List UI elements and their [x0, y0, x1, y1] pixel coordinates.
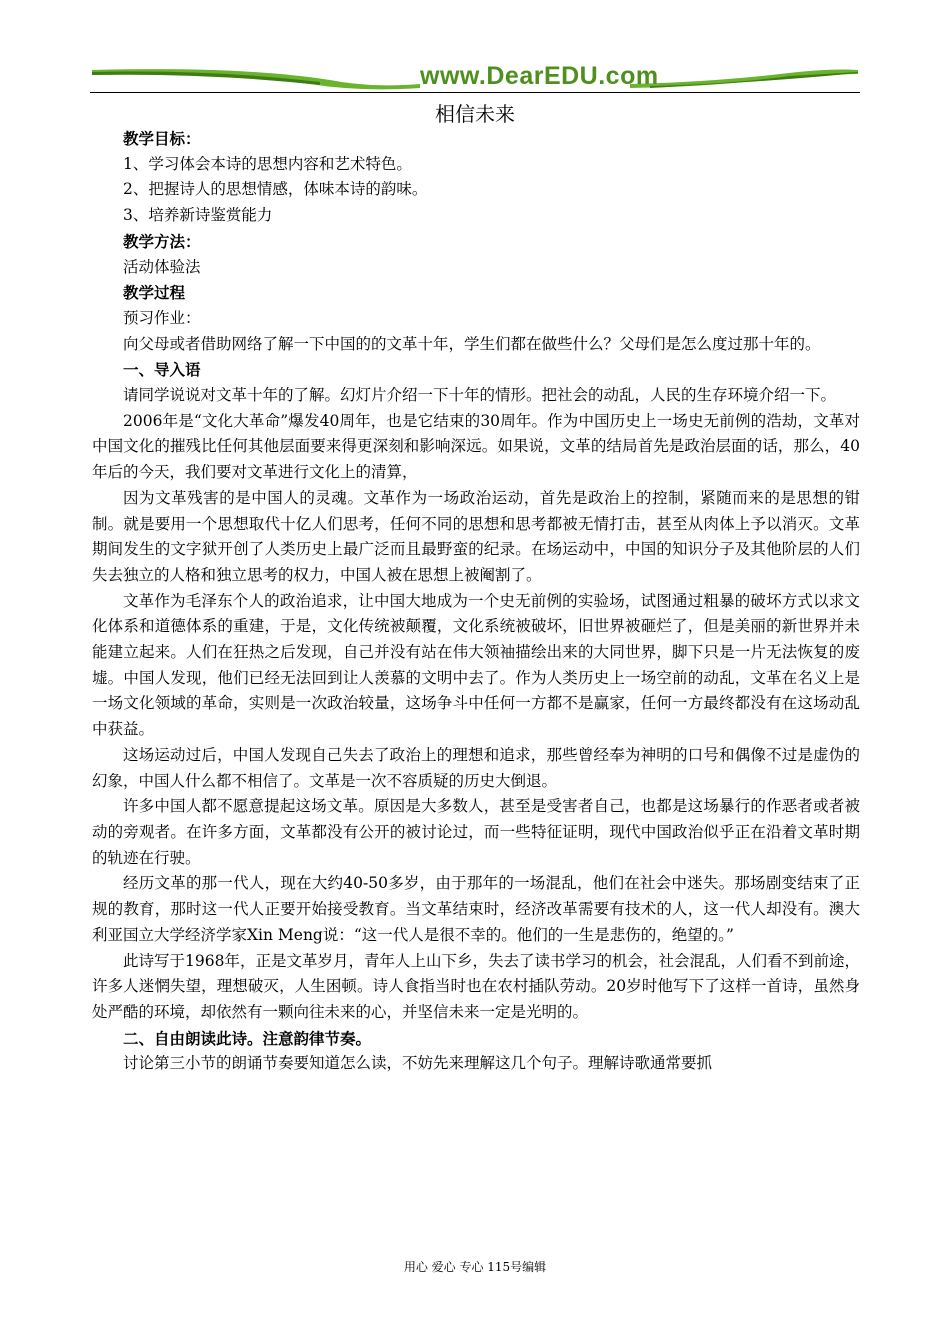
header-divider [90, 92, 860, 93]
paragraph: 活动体验法 [123, 257, 201, 276]
paragraph: 请同学说说对文革十年的了解。幻灯片介绍一下十年的情形。把社会的动乱，人民的生存环境介绍一下。 [123, 386, 837, 405]
page-footer: 用心 爱心 专心 115号编辑 [403, 1260, 547, 1274]
paragraph: 2、把握诗人的思想情感，体味本诗的韵味。 [123, 180, 428, 199]
section-heading: 一、导入语 [123, 360, 201, 380]
page-title: 相信未来 [435, 102, 515, 126]
section-heading: 教学目标： [123, 129, 201, 148]
paragraph: 1、学习体会本诗的思想内容和艺术特色。 [123, 154, 412, 173]
section-heading: 教学方法： [123, 231, 201, 251]
document-body [92, 126, 860, 1077]
paragraph: 文革作为毛泽东个人的政治追求，让中国大地成为一个史无前例的实验场，试图通过粗暴的破坏方式以求文化体系和道德体系的重建，于是，文化传统被颠覆，文化系统被破坏，旧世界被砸烂了，但是美丽的新世界并未能建立起来。人们在狂热之后发现，自己并没有站在伟大领袖描绘出来的大同世界，脚下只是一片无法恢复的废墟。中国人发现，他们已经无法回到让人羡慕的文明中去了。作为人类历史上一场空前的动乱，文革在名义上是一场文化领域的革命，实则是一次政治较量，这场争斗中任何一方都不是赢家，任何一方最终都没有在这场动乱中获益。 [92, 591, 860, 739]
paragraph: 这场运动过后，中国人发现自己失去了政治上的理想和追求，那些曾经奉为神明的口号和偶像不过是虚伪的幻象，中国人什么都不相信了。文革是一次不容质疑的历史大倒退。 [92, 745, 860, 790]
paragraph: 2006年是“文化大革命”爆发40周年，也是它结束的30周年。作为中国历史上一场史无前例的浩劫，文革对中国文化的摧残比任何其他层面要来得更深刻和影响深远。如果说，文革的结局首先是政治层面的话，那么，40年后的今天，我们要对文革进行文化上的清算， [92, 411, 860, 482]
section-heading: 教学过程 [123, 283, 186, 303]
paragraph: 讨论第三小节的朗诵节奏要知道怎么读，不妨先来理解这几个句子。理解诗歌通常要抓 [123, 1054, 713, 1073]
paragraph: 此诗写于1968年，正是文革岁月，青年人上山下乡，失去了读书学习的机会，社会混乱，人们看不到前途，许多人迷惘失望，理想破灭，人生困顿。诗人食指当时也在农村插队劳动。20岁时他写下了这样一首诗，虽然身处严酷的环境，却依然有一颗向往未来的心，并坚信未来一定是光明的。 [92, 951, 860, 1021]
paragraph: 因为文革残害的是中国人的灵魂。文革作为一场政治运动，首先是政治上的控制，紧随而来的是思想的钳制。就是要用一个思想取代十亿人们思考，任何不同的思想和思考都被无情打击，甚至从肉体上予以消灭。文革期间发生的文字狱开创了人类历史上最广泛而且最野蛮的纪录。在场运动中，中国的知识分子及其他阶层的人们失去独立的人格和独立思考的权力，中国人被在思想上被阉割了。 [92, 488, 860, 584]
paragraph: 3、培养新诗鉴赏能力 [123, 206, 273, 225]
paragraph: 经历文革的那一代人，现在大约40-50多岁，由于那年的一场混乱，他们在社会中迷失。那场剧变结束了正规的教育，那时这一代人正要开始接受教育。当文革结束时，经济改革需要有技术的人，这一代人却没有。澳大利亚国立大学经济学家Xin Meng说：“这一代人是很不幸的。他们的一生是悲伤的，绝望的。” [92, 874, 860, 944]
paragraph: 向父母或者借助网络了解一下中国的的文革十年，学生们都在做些什么？父母们是怎么度过那十年的。 [123, 334, 821, 353]
section-heading: 二、自由朗读此诗。注意韵律节奏。 [123, 1028, 372, 1048]
paragraph: 许多中国人都不愿意提起这场文革。原因是大多数人，甚至是受害者自己，也都是这场暴行的作恶者或者被动的旁观者。在许多方面，文革都没有公开的被讨论过，而一些特征证明，现代中国政治似乎正在沿着文革时期的轨迹在行驶。 [92, 797, 860, 867]
site-header-banner [90, 58, 860, 94]
paragraph: 预习作业： [123, 308, 201, 327]
site-logo-text: www.DearEDU.com [420, 62, 659, 90]
